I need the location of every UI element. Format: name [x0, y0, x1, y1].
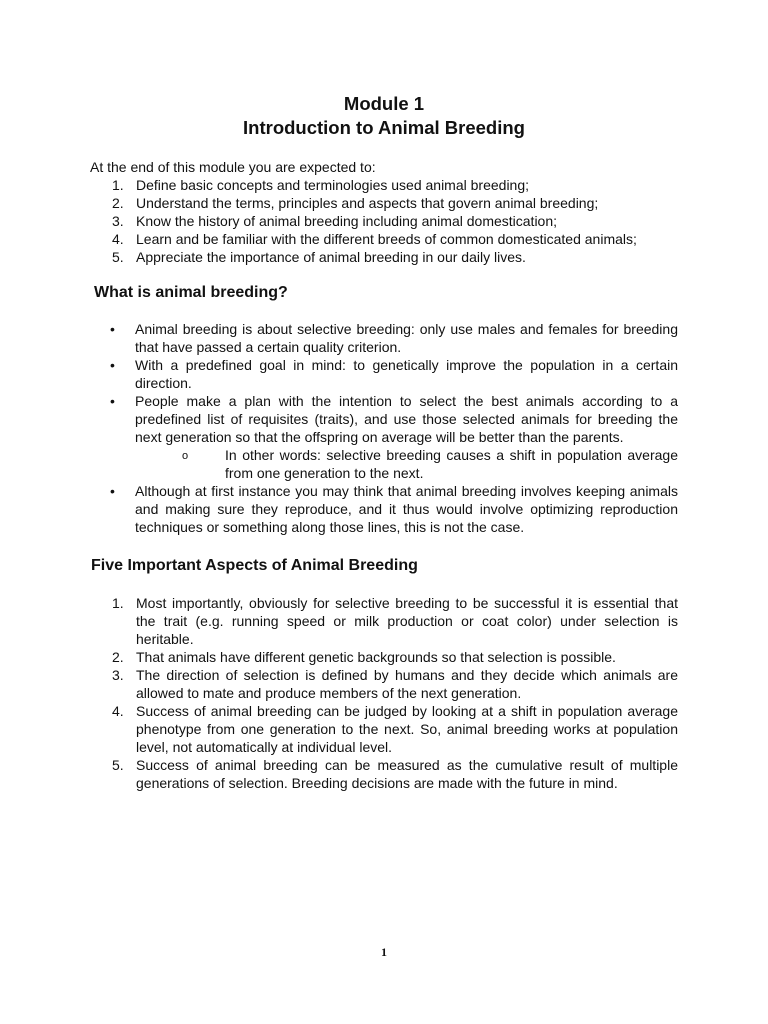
- bullet-item: [90, 320, 678, 356]
- aspects-list: [90, 594, 678, 792]
- section-heading-what-is-animal-breeding: What is animal breeding?: [94, 284, 288, 301]
- bullet-item: [90, 482, 678, 536]
- sub-bullet-item: [180, 446, 678, 482]
- bullet-item: [90, 392, 678, 482]
- bullet-list: [90, 320, 678, 536]
- objective-item: Appreciate the importance of animal breeding in our daily lives.: [136, 249, 526, 265]
- module-label: Module 1: [343, 93, 425, 114]
- page-title: Introduction to Animal Breeding: [243, 117, 525, 138]
- bullet-dot-icon: •: [110, 483, 115, 499]
- objective-item: Understand the terms, principles and aspects that govern animal breeding;: [136, 195, 599, 211]
- bullet-text: People make a plan with the intention to select the best animals according to a predefined list of requisites (traits), and use those selected animals for breeding the next generation so that the offspring on average will be better than the parents.: [135, 393, 678, 445]
- five-aspects-section: [90, 594, 678, 792]
- bullet-dot-icon: •: [110, 357, 115, 373]
- intro-lead: At the end of this module you are expected to:: [90, 159, 376, 175]
- bullet-text: Although at first instance you may think that animal breeding involves keeping animals and making sure they reproduce, and it thus would involve optimizing reproduction techniques or something along those lines, this is not the case.: [135, 483, 678, 535]
- objective-item: Define basic concepts and terminologies used animal breeding;: [136, 177, 530, 193]
- aspect-item: Success of animal breeding can be measured as the cumulative result of multiple generations of selection. Breeding decisions are made with the future in mind.: [136, 757, 678, 791]
- bullet-circle-icon: o: [182, 450, 189, 462]
- bullet-dot-icon: •: [110, 393, 115, 409]
- aspect-item: Most importantly, obviously for selective breeding to be successful it is essential that the trait (e.g. running speed or milk production or coat color) under selection is heritable.: [136, 595, 678, 647]
- intro-section: [90, 158, 690, 266]
- animal-breeding-bullets: [90, 320, 678, 536]
- aspect-item: The direction of selection is defined by humans and they decide which animals are allowed to mate and produce members of the next generation.: [136, 667, 678, 701]
- objective-item: Learn and be familiar with the different breeds of common domesticated animals;: [136, 231, 637, 247]
- page-number: 1: [381, 945, 387, 959]
- bullet-dot-icon: •: [110, 321, 115, 337]
- objective-item: Know the history of animal breeding including animal domestication;: [136, 213, 558, 229]
- sub-bullet-text: In other words: selective breeding causes a shift in population average from one generation to the next.: [225, 447, 678, 481]
- bullet-text: Animal breeding is about selective breeding: only use males and females for breeding that have passed a certain quality criterion.: [135, 321, 678, 355]
- section-heading-five-aspects: Five Important Aspects of Animal Breeding: [91, 557, 418, 574]
- aspect-item: That animals have different genetic backgrounds so that selection is possible.: [136, 649, 616, 665]
- objectives-list: [90, 176, 690, 266]
- title-block: [0, 92, 768, 140]
- bullet-text: With a predefined goal in mind: to genetically improve the population in a certain direction.: [135, 357, 678, 391]
- aspect-item: Success of animal breeding can be judged by looking at a shift in population average phenotype from one generation to the next. So, animal breeding works at population level, not automatically at individual level.: [136, 703, 678, 755]
- bullet-item: [90, 356, 678, 392]
